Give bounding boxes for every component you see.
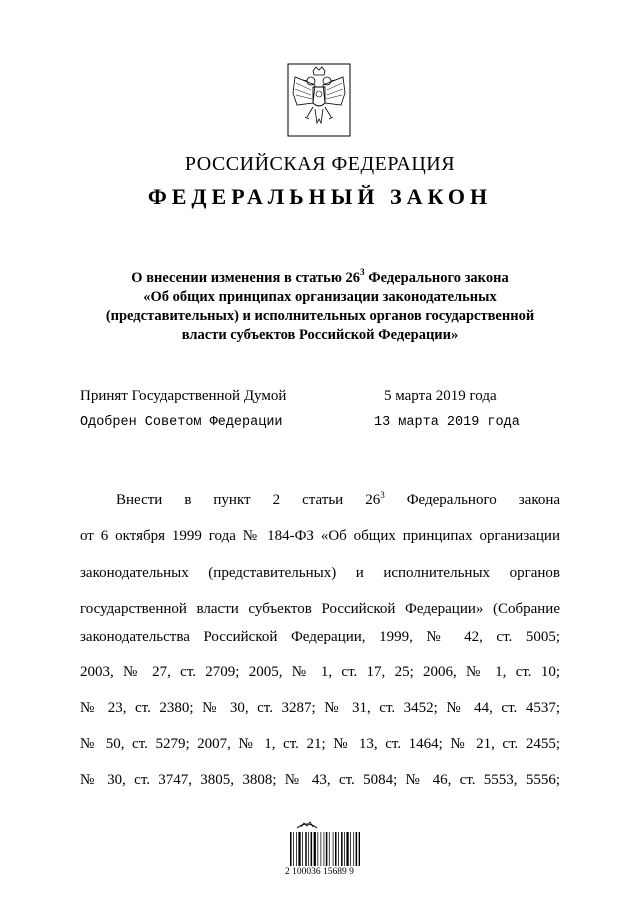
body-line-8: № 50, ст. 5279; 2007, № 1, ст. 21; № 13, ст. 1464; № 21, ст. 2455; <box>80 736 560 752</box>
title-line1-pre: О внесении изменения в статью 26 <box>131 269 361 286</box>
body-word: пункт <box>213 492 251 508</box>
duma-date: 5 марта 2019 года <box>384 388 497 404</box>
article-number-sup: 3 <box>380 490 385 500</box>
title-line4: власти субъектов Российской Федерации» <box>181 326 459 343</box>
body-word: закона <box>518 492 561 508</box>
body-word: статьи <box>302 492 344 508</box>
body-line-7: № 23, ст. 2380; № 30, ст. 3287; № 31, ст. 3452; № 44, ст. 4537; <box>80 700 560 716</box>
council-label: Одобрен Советом Федерации <box>80 415 283 430</box>
barcode-logo-mark <box>295 818 319 830</box>
body-line-9: № 30, ст. 3747, 3805, 3808; № 43, ст. 5084; № 46, ст. 5553, 5556; <box>80 772 560 788</box>
article-number: 26 <box>365 492 381 508</box>
council-date: 13 марта 2019 года <box>374 415 520 430</box>
barcode-number: 2 100036 15689 9 <box>285 867 354 877</box>
title-line3: (представительных) и исполнительных органов государственной <box>105 307 535 324</box>
coat-of-arms-emblem <box>287 63 351 137</box>
body-line-1 <box>116 490 560 509</box>
barcode-bars <box>290 832 360 866</box>
barcode <box>285 818 365 880</box>
body-line-6: 2003, № 27, ст. 2709; 2005, № 1, ст. 17, 25; 2006, № 1, ст. 10; <box>80 664 560 680</box>
body-line-5: законодательства Российской Федерации, 1999, № 42, ст. 5005; <box>80 629 560 645</box>
title-line1-sup: 3 <box>360 267 365 277</box>
document-type-heading: ФЕДЕРАЛЬНЫЙ ЗАКОН <box>147 184 493 209</box>
body-word: Внести <box>116 492 163 508</box>
body-word <box>365 492 385 508</box>
body-word: Федерального <box>406 492 497 508</box>
body-line-4: государственной власти субъектов Российской Федерации» (Собрание <box>80 601 560 617</box>
title-line2: «Об общих принципах организации законодательных <box>143 288 497 305</box>
body-word: в <box>184 492 192 508</box>
body-line-3: законодательных (представительных) и исполнительных органов <box>80 565 560 581</box>
country-heading: РОССИЙСКАЯ ФЕДЕРАЦИЯ <box>184 153 456 175</box>
body-word: 2 <box>272 492 281 508</box>
law-title <box>60 264 580 345</box>
title-line1-post: Федерального закона <box>364 269 509 286</box>
duma-label: Принят Государственной Думой <box>80 388 287 404</box>
body-line-2: от 6 октября 1999 года № 184-ФЗ «Об общих принципах организации <box>80 528 560 544</box>
